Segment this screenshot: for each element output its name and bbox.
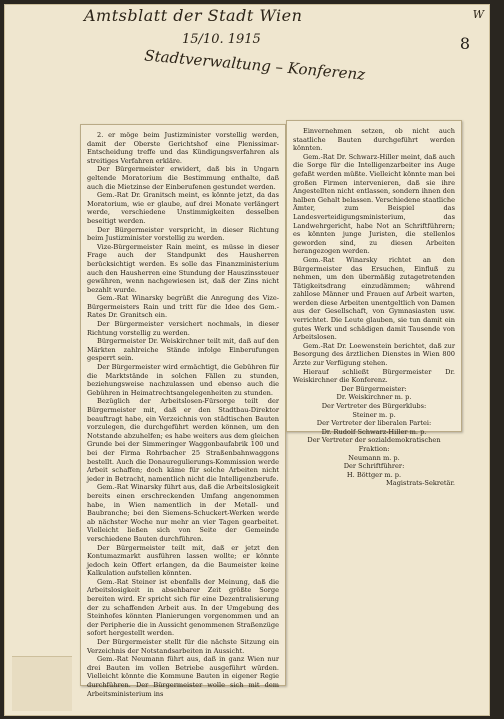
article-paragraph: 2. er möge beim Justizminister vorstellig werden, damit der Oberste Gerichtshof eine Plenissimar-Entscheidung treffe und das Kündigungsverfahren als streitiges Verfahren erkläre. xyxy=(87,131,279,165)
signature-line: Der Bürgermeister: xyxy=(341,384,407,393)
article-paragraph: Bürgermeister Dr. Weiskirchner teilt mit, daß auf den Märkten zahlreiche Stände infolge Einberufungen gesperrt sein. xyxy=(87,337,279,363)
article-paragraph: Einvernehmen setzen, ob nicht auch staatliche Bauten durchgeführt werden könnten. xyxy=(293,127,455,153)
article-paragraph: Gem.-Rat Winarsky führt aus, daß die Arbeitslosigkeit bereits einen erschreckenden Umfang angenommen habe, in Wien namentlich in der Metall- und Baubranche; bei den Siemens-Schuckert-Werken werde ab nächster Woche nur mehr an vier Tagen gearbeitet. Vielleicht ließen sich von Seite der Gemeinde verschiedene Bauten durchführen. xyxy=(87,483,279,543)
article-paragraph: Hierauf schließt Bürgermeister Dr. Weiskirchner die Konferenz. xyxy=(293,367,455,385)
signature-line: Der Schriftführer: xyxy=(343,462,405,471)
article-paragraph: Vize-Bürgermeister Rain meint, es müsse in dieser Frage auch der Standpunkt des Hausherren berücksichtigt werden. Es solle das Finanzministerium auch den Hausherren eine Stundung der Hauszinssteuer gewähren, wenn nachgewiesen ist, daß der Zins nicht bezahlt wurde. xyxy=(87,242,279,294)
newspaper-clipping-right xyxy=(286,120,462,488)
article-paragraph: Gem.-Rat Winarsky richtet an den Bürgermeister das Ersuchen, Einfluß zu nehmen, um den übermäßig zutagetretenden Tätigkeitsdrang einzudämmen; während zahllose Männer und Frauen auf Arbeit warten, werden diese Arbeiten unentgeltlich von Damen aus der Gesellschaft, von Gymnasiasten usw. verrichtet. Die Leute glauben, sie tun damit ein gutes Werk und schädigen damit Tausende von Arbeitslosen. xyxy=(293,255,455,342)
signature-line: Neumann m. p. xyxy=(348,453,400,462)
article-paragraph: Der Bürgermeister teilt mit, daß er jetzt den Kontumazmarkt ausführen lassen wollte; er könnte jedoch kein Offert erlangen, da die Baumeister keine Kalkulation aufstellen könnten. xyxy=(87,543,279,578)
article-paragraph: Gem.-Rat Dr. Loewenstein berichtet, daß zur Besorgung des ärztlichen Dienstes in Wien 800 Ärzte zur Verfügung stehen. xyxy=(293,341,455,368)
paper-corner-tab xyxy=(12,656,72,711)
right-column-text xyxy=(287,121,461,492)
article-paragraph: Der Bürgermeister verspricht, in dieser Richtung beim Justizminister vorstellig zu werden. xyxy=(87,225,279,243)
signature-line: Der Vertreter des Bürgerklubs: xyxy=(321,402,427,410)
signature-line: Steiner m. p. xyxy=(352,410,396,419)
signature-line: H. Böttger m. p. xyxy=(346,470,402,479)
handwritten-subject: Stadtverwaltung – Konferenz xyxy=(143,46,366,84)
handwritten-corner-mark: W xyxy=(472,8,484,21)
article-paragraph: Der Bürgermeister versichert nochmals, in dieser Richtung vorstellig zu werden. xyxy=(87,320,279,337)
signature-line: Magistrats-Sekretär. xyxy=(386,479,455,488)
left-column-text xyxy=(81,125,285,702)
article-paragraph: Gem.-Rat Winarsky begrüßt die Anregung des Vize-Bürgermeisters Rain und tritt für die Idee des Gem.-Rates Dr. Granitsch ein. xyxy=(87,294,279,320)
article-paragraph: Gem.-Rat Dr. Granitsch meint, es könnte jetzt, da das Moratorium, wie er glaube, auf drei Monate verlängert werde, verschiedene Unstimmigkeiten desselben beseitigt werden. xyxy=(87,191,279,225)
article-paragraph: Gem.-Rat Dr. Schwarz-Hiller meint, daß auch die Sorge für die Intelligenzarbeiter ins Auge gefaßt werden müßte. Vielleicht könnte man bei großen Firmen intervenieren, daß sie ihre Angestellten nicht entlassen, sondern ihnen den halben Gehalt belassen. Verschiedene staatliche Ämter, zum Beispiel das Landesverteidigungsministerium, das Landwehrgericht, habe Not an Schriftführern; es könnten junge Juristen, die stellenlos geworden sind, zu diesen Arbeiten herangezogen werden. xyxy=(293,152,455,256)
article-paragraph: Der Bürgermeister wird ermächtigt, die Gebühren für die Marktstände in solchen Fällen zu stunden, beziehungsweise nachzulassen und ebenso auch die Gebühren in Heimatrechtsangelegenheiten zu stunden. xyxy=(87,363,279,397)
article-paragraph: Bezüglich der Arbeitslosen-Fürsorge teilt der Bürgermeister mit, daß er den Stadtbau-Direktor beauftragt habe, ein Verzeichnis von städtischen Bauten vorzulegen, die durchgeführt werden können, um den Notstande abzuhelfen; es habe weiters aus dem gleichen Grunde bei der Simmeringer Waggonbaufabrik 100 und bei der Firma Rohrbacher 25 Straßenbahnwaggons bestellt. Auch die Donauregulierungs-Kommission werde Arbeit schaffen; doch käme für solche Arbeiten nicht jeder in Betracht, namentlich nicht die Intelligenzberufe. xyxy=(87,397,279,483)
newspaper-clipping-left xyxy=(80,124,286,698)
article-paragraph: Der Bürgermeister erwidert, daß bis in Ungarn geltende Moratorium die Bestimmung enthalte, daß auch die Mietzinse der Einberufenen gestundet werden. xyxy=(87,165,279,191)
handwritten-date: 15/10. 1915 xyxy=(182,32,261,47)
article-paragraph: Gem.-Rat Neumann führt aus, daß in ganz Wien nur drei Bauten im vollen Betriebe ausgeführt würden. Vielleicht könnte die Kommune Bauten in eigener Regie durchführen. Der Bürgermeister wolle sich mit dem Arbeitsministerium ins xyxy=(87,655,279,698)
signature-line: Dr. Weiskirchner m. p. xyxy=(336,393,412,402)
signature-line: Der Vertreter der sozialdemokratischen Fraktion: xyxy=(307,436,441,453)
page-number: 8 xyxy=(459,34,470,53)
article-paragraph: Gem.-Rat Steiner ist ebenfalls der Meinung, daß die Arbeitslosigkeit in absehbarer Zeit größte Sorge bereiten wird. Er spricht sich für eine Dezentralisierung der zu schaffenden Arbeit aus. In der Umgebung des Steinhofes könnten Planierungen vorgenommen und an der Peripherie die in Aussicht genommenen Straßenzüge sofort hergestellt werden. xyxy=(87,577,279,638)
signature-line: Dr. Rudolf Schwarz-Hiller m. p. xyxy=(321,427,427,436)
handwritten-header: Amtsblatt der Stadt Wien xyxy=(84,6,303,25)
signature-line: Der Vertreter der liberalen Partei: xyxy=(316,419,432,428)
article-paragraph: Der Bürgermeister stellt für die nächste Sitzung ein Verzeichnis der Notstandsarbeiten in Aussicht. xyxy=(87,638,279,655)
